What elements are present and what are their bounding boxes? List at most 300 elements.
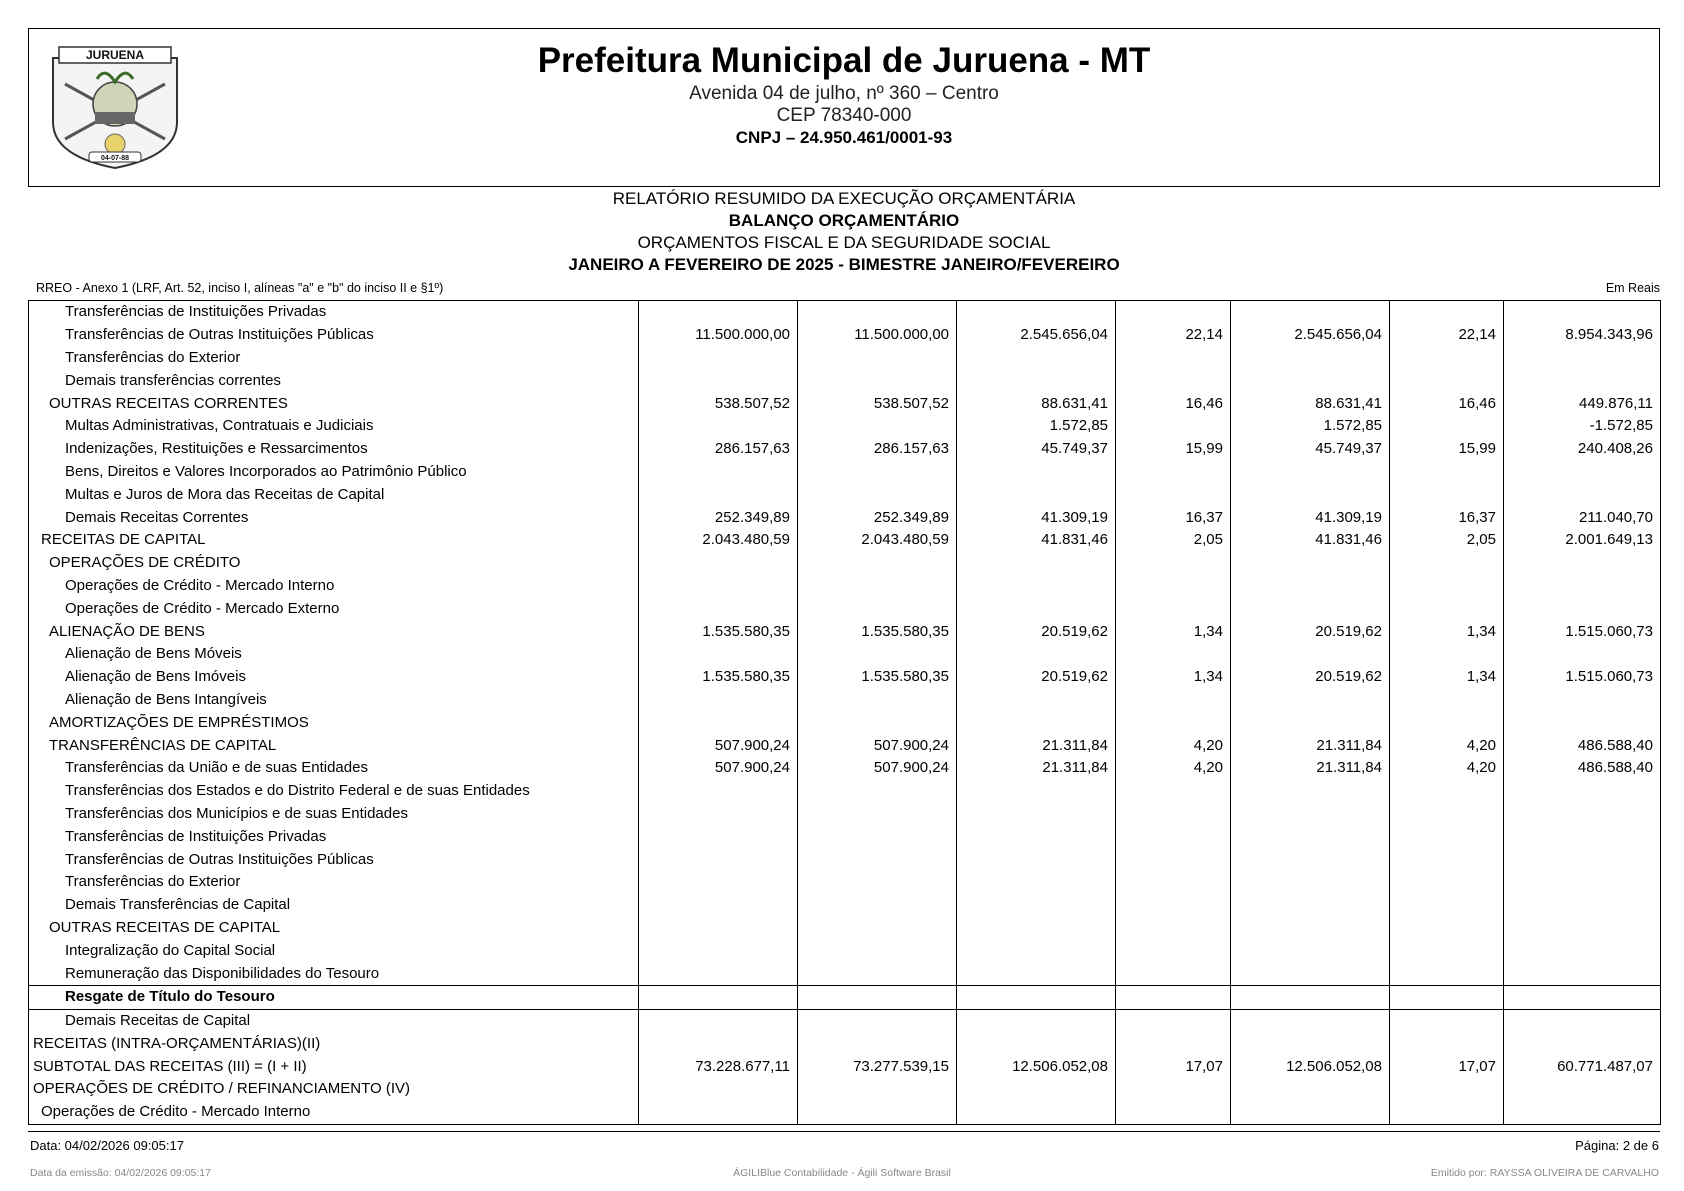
table-row xyxy=(29,392,1661,415)
row-value xyxy=(957,985,1116,1009)
row-value xyxy=(1504,461,1661,484)
table-row xyxy=(29,1055,1661,1078)
row-value: 1.535.580,35 xyxy=(639,666,798,689)
row-value xyxy=(1390,575,1504,598)
row-label: TRANSFERÊNCIAS DE CAPITAL xyxy=(29,734,639,757)
row-value xyxy=(798,301,957,324)
row-value xyxy=(639,369,798,392)
row-value xyxy=(1116,939,1231,962)
row-value: 486.588,40 xyxy=(1504,757,1661,780)
row-label: OUTRAS RECEITAS DE CAPITAL xyxy=(29,917,639,940)
cnpj: CNPJ – 24.950.461/0001-93 xyxy=(735,128,953,147)
table-row xyxy=(29,1101,1661,1124)
row-value xyxy=(639,803,798,826)
row-value xyxy=(798,894,957,917)
row-value xyxy=(798,597,957,620)
row-value xyxy=(957,871,1116,894)
row-value xyxy=(1504,1033,1661,1056)
row-value xyxy=(1504,483,1661,506)
table-row xyxy=(29,483,1661,506)
table-row xyxy=(29,1009,1661,1032)
row-value xyxy=(1231,597,1390,620)
table-row xyxy=(29,689,1661,712)
row-value xyxy=(1390,711,1504,734)
row-value: 538.507,52 xyxy=(798,392,957,415)
row-value xyxy=(1231,848,1390,871)
row-value xyxy=(957,1033,1116,1056)
table-row xyxy=(29,825,1661,848)
row-value: 286.157,63 xyxy=(798,438,957,461)
row-value xyxy=(639,1078,798,1101)
row-value: 4,20 xyxy=(1116,757,1231,780)
row-label: Integralização do Capital Social xyxy=(29,939,639,962)
row-value: 507.900,24 xyxy=(798,734,957,757)
row-label: Operações de Crédito - Mercado Interno xyxy=(29,1101,639,1124)
row-value: 1,34 xyxy=(1390,620,1504,643)
row-label: Demais transferências correntes xyxy=(29,369,639,392)
row-label: OPERAÇÕES DE CRÉDITO / REFINANCIAMENTO (IV) xyxy=(29,1078,639,1101)
row-label: Remuneração das Disponibilidades do Tesouro xyxy=(29,962,639,985)
row-value xyxy=(639,597,798,620)
row-value xyxy=(639,483,798,506)
row-value xyxy=(1231,780,1390,803)
row-value xyxy=(1390,597,1504,620)
table-row xyxy=(29,757,1661,780)
row-label: Transferências de Outras Instituições Públicas xyxy=(29,848,639,871)
row-label: Operações de Crédito - Mercado Externo xyxy=(29,597,639,620)
budget-table xyxy=(28,300,1661,1125)
row-value: 16,46 xyxy=(1116,392,1231,415)
table-row xyxy=(29,552,1661,575)
row-value xyxy=(1231,483,1390,506)
row-value xyxy=(1231,825,1390,848)
row-value xyxy=(639,347,798,370)
report-title-2: BALANÇO ORÇAMENTÁRIO xyxy=(728,211,960,230)
row-value xyxy=(1231,347,1390,370)
row-value xyxy=(1116,689,1231,712)
row-value xyxy=(957,939,1116,962)
row-value: 4,20 xyxy=(1390,734,1504,757)
emission-date: Data da emissão: 04/02/2026 09:05:17 xyxy=(30,1167,211,1179)
row-value xyxy=(639,848,798,871)
row-value: 252.349,89 xyxy=(798,506,957,529)
table-row xyxy=(29,666,1661,689)
row-value xyxy=(639,1033,798,1056)
row-value: 41.831,46 xyxy=(957,529,1116,552)
row-value xyxy=(1116,1033,1231,1056)
emitted-by: Emitido por: RAYSSA OLIVEIRA DE CARVALHO xyxy=(1430,1167,1659,1179)
row-value xyxy=(1504,347,1661,370)
header-box xyxy=(28,28,1660,187)
row-value: 1,34 xyxy=(1116,620,1231,643)
row-value: 12.506.052,08 xyxy=(1231,1055,1390,1078)
row-value xyxy=(957,803,1116,826)
row-value: 11.500.000,00 xyxy=(798,324,957,347)
table-row xyxy=(29,1078,1661,1101)
row-value: 1.572,85 xyxy=(957,415,1116,438)
row-value xyxy=(1116,825,1231,848)
row-value: 41.831,46 xyxy=(1231,529,1390,552)
row-label: Demais Receitas Correntes xyxy=(29,506,639,529)
row-value xyxy=(1504,825,1661,848)
row-value xyxy=(1116,894,1231,917)
row-value xyxy=(957,597,1116,620)
row-value xyxy=(1231,575,1390,598)
row-value: 60.771.487,07 xyxy=(1504,1055,1661,1078)
row-value xyxy=(1390,1101,1504,1124)
table-row xyxy=(29,506,1661,529)
row-value xyxy=(639,301,798,324)
row-label: Transferências de Outras Instituições Públicas xyxy=(29,324,639,347)
row-label: Transferências de Instituições Privadas xyxy=(29,825,639,848)
row-value: 1,34 xyxy=(1116,666,1231,689)
table-row xyxy=(29,780,1661,803)
row-value xyxy=(639,780,798,803)
row-value xyxy=(1231,962,1390,985)
row-value xyxy=(1390,939,1504,962)
table-row xyxy=(29,711,1661,734)
page-title: Prefeitura Municipal de Juruena - MT xyxy=(537,41,1151,80)
row-label: ALIENAÇÃO DE BENS xyxy=(29,620,639,643)
row-value: 15,99 xyxy=(1390,438,1504,461)
row-label: Transferências dos Municípios e de suas Entidades xyxy=(29,803,639,826)
row-value xyxy=(1390,894,1504,917)
row-value: 45.749,37 xyxy=(1231,438,1390,461)
row-value xyxy=(1231,1078,1390,1101)
row-value xyxy=(1231,1101,1390,1124)
row-value xyxy=(1390,369,1504,392)
row-value xyxy=(1116,643,1231,666)
row-value xyxy=(639,575,798,598)
row-value xyxy=(957,483,1116,506)
row-value xyxy=(1116,962,1231,985)
row-label: Transferências de Instituições Privadas xyxy=(29,301,639,324)
row-value xyxy=(798,1009,957,1032)
report-titles xyxy=(28,188,1660,276)
row-value xyxy=(1116,1009,1231,1032)
row-value xyxy=(957,848,1116,871)
address: Avenida 04 de julho, nº 360 – Centro xyxy=(689,83,999,104)
row-value xyxy=(1116,985,1231,1009)
row-value xyxy=(1390,689,1504,712)
row-value: 2.001.649,13 xyxy=(1504,529,1661,552)
row-value xyxy=(1390,301,1504,324)
footer-page: Página: 2 de 6 xyxy=(1575,1138,1659,1153)
table-row xyxy=(29,301,1661,324)
row-value xyxy=(1116,848,1231,871)
row-value xyxy=(1504,962,1661,985)
row-value xyxy=(798,780,957,803)
row-value xyxy=(1504,780,1661,803)
table-row xyxy=(29,643,1661,666)
row-value: 88.631,41 xyxy=(1231,392,1390,415)
row-value xyxy=(639,1009,798,1032)
row-value: 20.519,62 xyxy=(1231,666,1390,689)
row-label: Transferências do Exterior xyxy=(29,871,639,894)
row-value xyxy=(1231,461,1390,484)
row-value: 507.900,24 xyxy=(798,757,957,780)
row-value: 507.900,24 xyxy=(639,734,798,757)
table-row xyxy=(29,597,1661,620)
row-value: 538.507,52 xyxy=(639,392,798,415)
row-value: 4,20 xyxy=(1116,734,1231,757)
row-value xyxy=(798,985,957,1009)
row-value: 2,05 xyxy=(1116,529,1231,552)
row-value xyxy=(1231,917,1390,940)
row-value: 240.408,26 xyxy=(1504,438,1661,461)
row-value: 252.349,89 xyxy=(639,506,798,529)
footer-divider xyxy=(28,1131,1660,1132)
table-row xyxy=(29,803,1661,826)
footer-date: Data: 04/02/2026 09:05:17 xyxy=(30,1138,184,1153)
table-row xyxy=(29,415,1661,438)
row-value xyxy=(639,871,798,894)
row-value xyxy=(798,803,957,826)
row-value: 73.228.677,11 xyxy=(639,1055,798,1078)
table-row xyxy=(29,620,1661,643)
table-row xyxy=(29,438,1661,461)
row-value xyxy=(1116,552,1231,575)
row-value xyxy=(639,1101,798,1124)
row-value: 486.588,40 xyxy=(1504,734,1661,757)
row-value: 2,05 xyxy=(1390,529,1504,552)
table-row xyxy=(29,575,1661,598)
row-value xyxy=(1231,803,1390,826)
row-value xyxy=(1390,1033,1504,1056)
currency-unit: Em Reais xyxy=(1605,281,1660,295)
row-value xyxy=(1390,917,1504,940)
row-value xyxy=(957,552,1116,575)
row-value: 2.545.656,04 xyxy=(1231,324,1390,347)
row-value xyxy=(957,575,1116,598)
report-title-3: ORÇAMENTOS FISCAL E DA SEGURIDADE SOCIAL xyxy=(637,233,1051,252)
row-value xyxy=(639,939,798,962)
row-value xyxy=(639,552,798,575)
row-value: 2.545.656,04 xyxy=(957,324,1116,347)
row-value: 1,34 xyxy=(1390,666,1504,689)
row-value xyxy=(1116,711,1231,734)
software-name: ÁGILIBlue Contabilidade - Ágili Software Brasil xyxy=(733,1167,951,1179)
row-value xyxy=(798,1033,957,1056)
row-value xyxy=(798,1101,957,1124)
row-value: 22,14 xyxy=(1390,324,1504,347)
row-value xyxy=(639,917,798,940)
row-value xyxy=(1116,803,1231,826)
municipal-coat-of-arms-icon xyxy=(45,44,185,172)
row-value xyxy=(639,962,798,985)
row-value xyxy=(957,689,1116,712)
row-value xyxy=(1390,803,1504,826)
row-value: 4,20 xyxy=(1390,757,1504,780)
row-value xyxy=(1231,939,1390,962)
table-row xyxy=(29,461,1661,484)
row-value xyxy=(957,347,1116,370)
row-value xyxy=(1231,711,1390,734)
row-value: 41.309,19 xyxy=(957,506,1116,529)
row-label: Transferências do Exterior xyxy=(29,347,639,370)
row-value xyxy=(1390,985,1504,1009)
row-value xyxy=(1390,962,1504,985)
row-value xyxy=(1390,1009,1504,1032)
row-value xyxy=(798,848,957,871)
row-value: 12.506.052,08 xyxy=(957,1055,1116,1078)
row-label: Transferências da União e de suas Entidades xyxy=(29,757,639,780)
row-label: Alienação de Bens Móveis xyxy=(29,643,639,666)
budget-table-wrapper xyxy=(28,300,1660,1122)
row-value xyxy=(957,643,1116,666)
row-value xyxy=(1231,301,1390,324)
row-value xyxy=(798,461,957,484)
row-value xyxy=(957,894,1116,917)
row-value xyxy=(957,917,1116,940)
table-row xyxy=(29,894,1661,917)
row-label: Bens, Direitos e Valores Incorporados ao Patrimônio Público xyxy=(29,461,639,484)
row-value: 507.900,24 xyxy=(639,757,798,780)
row-value: 16,37 xyxy=(1390,506,1504,529)
row-value: 16,37 xyxy=(1116,506,1231,529)
row-label: OUTRAS RECEITAS CORRENTES xyxy=(29,392,639,415)
row-value xyxy=(1390,1078,1504,1101)
row-value xyxy=(1116,575,1231,598)
row-value xyxy=(639,643,798,666)
row-value xyxy=(957,369,1116,392)
row-value: 211.040,70 xyxy=(1504,506,1661,529)
table-row xyxy=(29,734,1661,757)
row-value: 1.535.580,35 xyxy=(798,620,957,643)
row-value xyxy=(1390,461,1504,484)
row-value xyxy=(1231,689,1390,712)
row-value: 21.311,84 xyxy=(957,734,1116,757)
row-label: Resgate de Título do Tesouro xyxy=(29,985,639,1009)
row-label: Alienação de Bens Imóveis xyxy=(29,666,639,689)
row-label: Demais Transferências de Capital xyxy=(29,894,639,917)
row-value xyxy=(1116,917,1231,940)
row-value xyxy=(798,917,957,940)
row-value xyxy=(798,643,957,666)
row-value xyxy=(1231,985,1390,1009)
row-value xyxy=(1504,917,1661,940)
row-value xyxy=(957,1078,1116,1101)
row-value xyxy=(957,461,1116,484)
table-row xyxy=(29,347,1661,370)
row-value: 20.519,62 xyxy=(957,620,1116,643)
row-value xyxy=(1390,848,1504,871)
row-value: 1.515.060,73 xyxy=(1504,620,1661,643)
row-value xyxy=(1504,985,1661,1009)
row-value xyxy=(1116,780,1231,803)
row-value xyxy=(639,689,798,712)
row-value xyxy=(1390,347,1504,370)
row-value xyxy=(1504,871,1661,894)
row-value xyxy=(1116,415,1231,438)
row-value: 88.631,41 xyxy=(957,392,1116,415)
row-value xyxy=(798,689,957,712)
row-value xyxy=(798,939,957,962)
row-value xyxy=(1231,871,1390,894)
row-value xyxy=(957,1101,1116,1124)
row-value: 1.572,85 xyxy=(1231,415,1390,438)
row-label: Alienação de Bens Intangíveis xyxy=(29,689,639,712)
row-value xyxy=(957,962,1116,985)
row-value xyxy=(798,483,957,506)
row-value xyxy=(798,415,957,438)
table-row xyxy=(29,848,1661,871)
row-value xyxy=(1504,552,1661,575)
row-label: OPERAÇÕES DE CRÉDITO xyxy=(29,552,639,575)
row-value xyxy=(1116,1101,1231,1124)
row-value xyxy=(1504,1009,1661,1032)
annex-reference: RREO - Anexo 1 (LRF, Art. 52, inciso I, alíneas "a" e "b" do inciso II e §1º) xyxy=(36,281,444,295)
row-value: 45.749,37 xyxy=(957,438,1116,461)
row-value xyxy=(1504,643,1661,666)
cep: CEP 78340-000 xyxy=(776,105,912,126)
row-value xyxy=(1504,848,1661,871)
row-value xyxy=(639,825,798,848)
row-label: Transferências dos Estados e do Distrito Federal e de suas Entidades xyxy=(29,780,639,803)
row-value xyxy=(798,369,957,392)
row-value: 41.309,19 xyxy=(1231,506,1390,529)
row-value xyxy=(798,575,957,598)
row-value xyxy=(1231,369,1390,392)
row-label: RECEITAS (INTRA-ORÇAMENTÁRIAS)(II) xyxy=(29,1033,639,1056)
row-value xyxy=(1231,1033,1390,1056)
row-value xyxy=(1116,461,1231,484)
row-value: 11.500.000,00 xyxy=(639,324,798,347)
report-period: JANEIRO A FEVEREIRO DE 2025 - BIMESTRE JANEIRO/FEVEREIRO xyxy=(568,255,1120,274)
row-value xyxy=(1231,1009,1390,1032)
table-row xyxy=(29,1033,1661,1056)
row-value xyxy=(1504,597,1661,620)
row-value xyxy=(1504,369,1661,392)
row-value: 20.519,62 xyxy=(1231,620,1390,643)
row-value xyxy=(798,552,957,575)
row-value xyxy=(1504,894,1661,917)
row-value: 21.311,84 xyxy=(957,757,1116,780)
row-value: 286.157,63 xyxy=(639,438,798,461)
row-value xyxy=(957,780,1116,803)
row-value xyxy=(1504,301,1661,324)
table-row xyxy=(29,985,1661,1009)
row-value: 20.519,62 xyxy=(957,666,1116,689)
table-row xyxy=(29,529,1661,552)
row-value: 2.043.480,59 xyxy=(639,529,798,552)
row-value: 16,46 xyxy=(1390,392,1504,415)
row-label: RECEITAS DE CAPITAL xyxy=(29,529,639,552)
row-value: 21.311,84 xyxy=(1231,734,1390,757)
row-value xyxy=(1390,483,1504,506)
row-value xyxy=(1504,1078,1661,1101)
row-value xyxy=(957,711,1116,734)
row-value xyxy=(1116,483,1231,506)
row-value xyxy=(1390,643,1504,666)
row-value xyxy=(798,1078,957,1101)
row-value: 73.277.539,15 xyxy=(798,1055,957,1078)
row-value xyxy=(1116,347,1231,370)
table-row xyxy=(29,962,1661,985)
row-value xyxy=(957,301,1116,324)
logo-text: JURUENA xyxy=(85,48,145,62)
row-value: 21.311,84 xyxy=(1231,757,1390,780)
row-value: 8.954.343,96 xyxy=(1504,324,1661,347)
row-value: 1.535.580,35 xyxy=(639,620,798,643)
row-value xyxy=(798,711,957,734)
row-value xyxy=(639,985,798,1009)
table-row xyxy=(29,369,1661,392)
report-title-1: RELATÓRIO RESUMIDO DA EXECUÇÃO ORÇAMENTÁRIA xyxy=(612,189,1076,208)
row-value xyxy=(639,711,798,734)
row-value xyxy=(957,825,1116,848)
row-value xyxy=(1116,597,1231,620)
